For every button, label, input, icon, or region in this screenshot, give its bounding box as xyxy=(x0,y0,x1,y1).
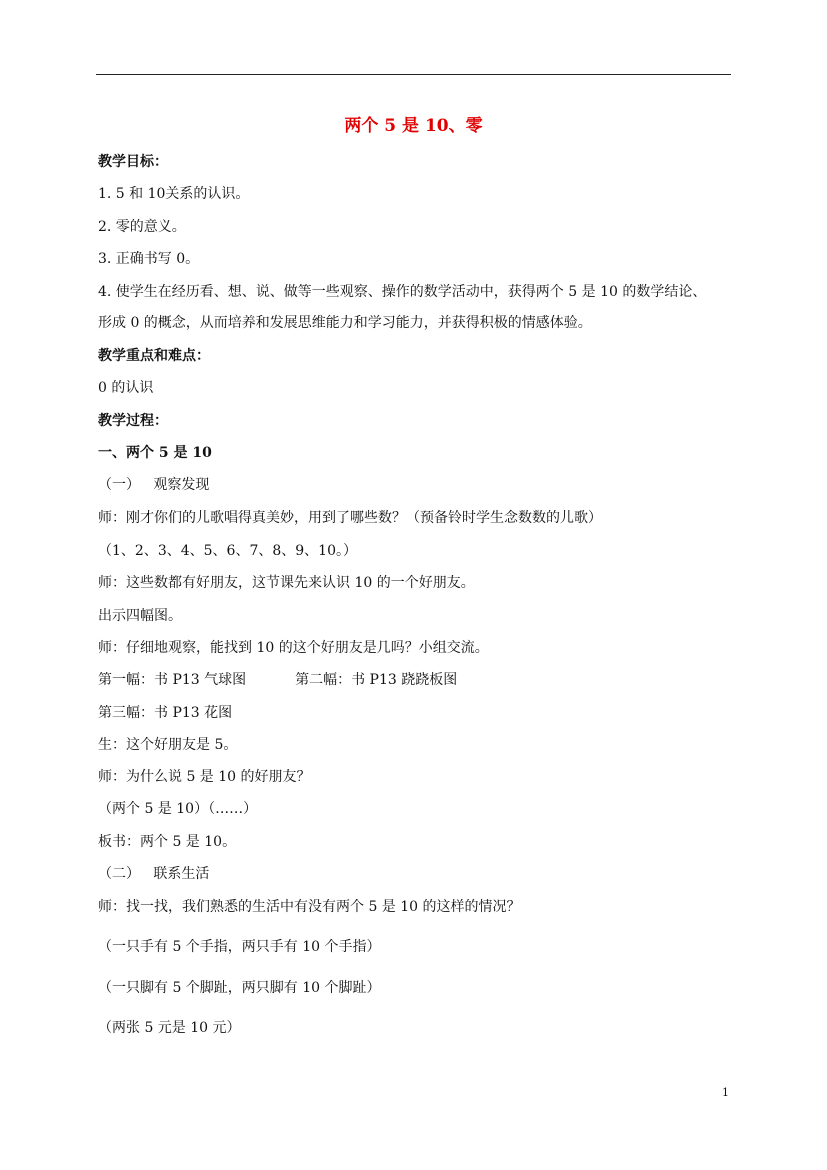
body-line: 第三幅：书 P13 花图 xyxy=(98,705,233,721)
body-line: 师：找一找，我们熟悉的生活中有没有两个 5 是 10 的这样的情况？ xyxy=(98,899,521,915)
body-line: （一） 观察发现 xyxy=(98,477,210,493)
section-heading: 教学过程： xyxy=(98,413,168,429)
section-heading: 一、两个 5 是 10 xyxy=(98,445,212,461)
header-rule xyxy=(96,74,731,75)
body-line: 3. 正确书写 0。 xyxy=(98,251,200,267)
page-number: 1 xyxy=(722,1086,729,1099)
body-line: 板书：两个 5 是 10。 xyxy=(98,834,237,850)
body-line: （一只脚有 5 个脚趾，两只脚有 10 个脚趾） xyxy=(98,980,381,996)
body-line: 师：为什么说 5 是 10 的好朋友？ xyxy=(98,769,311,785)
body-line: 第一幅：书 P13 气球图 第二幅：书 P13 跷跷板图 xyxy=(98,672,458,688)
document-title: 两个 5 是 10、零 xyxy=(344,116,483,136)
body-line: （1、2、3、4、5、6、7、8、9、10。） xyxy=(98,543,357,559)
body-line: （一只手有 5 个手指，两只手有 10 个手指） xyxy=(98,939,381,955)
body-line: 2. 零的意义。 xyxy=(98,219,186,235)
body-line: 形成 0 的概念，从而培养和发展思维能力和学习能力，并获得积极的情感体验。 xyxy=(98,315,592,331)
body-line: （二） 联系生活 xyxy=(98,866,210,882)
body-line: 出示四幅图。 xyxy=(98,608,182,624)
body-line: 师：仔细地观察，能找到 10 的这个好朋友是几吗？小组交流。 xyxy=(98,640,489,656)
body-line: 师：刚才你们的儿歌唱得真美妙，用到了哪些数？（预备铃时学生念数数的儿歌） xyxy=(98,510,602,526)
section-heading: 教学重点和难点： xyxy=(98,348,210,364)
body-line: （两张 5 元是 10 元） xyxy=(98,1020,241,1036)
body-line: 1. 5 和 10关系的认识。 xyxy=(98,186,250,202)
body-line: 师：这些数都有好朋友，这节课先来认识 10 的一个好朋友。 xyxy=(98,575,475,591)
body-line: 生：这个好朋友是 5。 xyxy=(98,737,238,753)
section-heading: 教学目标： xyxy=(98,154,168,170)
body-line: 4. 使学生在经历看、想、说、做等一些观察、操作的数学活动中，获得两个 5 是 10 的数学结论、 xyxy=(98,284,707,300)
body-line: 0 的认识 xyxy=(98,380,154,396)
body-line: （两个 5 是 10）（……） xyxy=(98,801,258,817)
